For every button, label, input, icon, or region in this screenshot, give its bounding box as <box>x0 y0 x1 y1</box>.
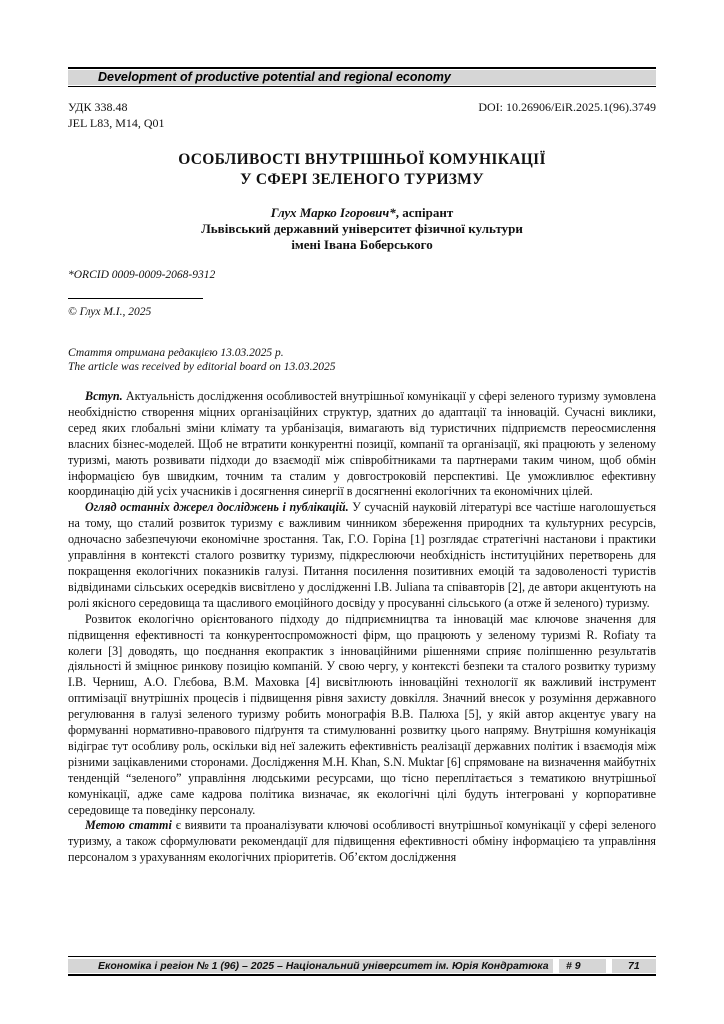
running-header: Development of productive potential and regional economy <box>98 70 451 84</box>
footer-issue-number: # 9 <box>566 960 581 972</box>
paragraph-text: Актуальність дослідження особливостей внутрішньої комунікації у сфері зеленого туризму зумовлена необхідністю створення міцних організаційних структур, здатних до адаптації та інновацій. Сучасні виклики, серед яких глобальні зміни клімату та урбанізація, вимагають від туристичних підприємств переосмислення власних бізнес-моделей. Щоб не втратити конкурентні позиції, компанії та організації, які працюють у зеленому туризмі, мають розвивати підходи до взаємодії між співробітниками та партнерами таким чином, щоб обмін інформацією був швидким, точним та сталим у довгостроковій перспективі. Це уможливлює ефективну координацію дій усіх учасників і досягнення синергії в досягненні екологічних та економічних цілей. <box>68 389 656 499</box>
article-title-line-2: У СФЕРІ ЗЕЛЕНОГО ТУРИЗМУ <box>240 171 484 188</box>
received-note-en: The article was received by editorial board on 13.03.2025 <box>68 361 336 373</box>
footer-separator <box>606 959 612 973</box>
footer-separator <box>553 959 559 973</box>
doi[interactable]: DOI: 10.26906/EiR.2025.1(96).3749 <box>478 100 656 114</box>
received-note-ua: Стаття отримана редакцією 13.03.2025 р. <box>68 347 284 359</box>
paragraph-aim <box>68 818 656 866</box>
orcid[interactable]: *ORCID 0009-0009-2068-9312 <box>68 269 216 281</box>
copyright-rule <box>68 298 203 299</box>
paragraph-development: Розвиток екологічно орієнтованого підходу до підприємництва та інновацій має ключове значення для підвищення ефективності та конкурентоспроможності фірм, що працюють у зеленому туризмі R. Rofiaty та колеги [3] доводять, що поєднання екопрактик з інноваційними рішеннями сприяє поліпшенню результатів діяльності й зміцнює ринкову позицію компаній. У свою чергу, у контексті безпеки та сталого розвитку туризму І.В. Черниш, А.О. Глєбова, В.М. Маховка [4] висвітлюють інноваційні технології як важливий інструмент оптимізації внутрішніх процесів і підвищення рівня захисту довкілля. Значний внесок у розуміння державного регулювання в галузі зеленого туризму робить монографія В.В. Палюха [5], у якій автор акцентує увагу на формуванні нормативно-правового підґрунтя та стимулюванні розвитку цього напряму. Внутрішня комунікація відіграє тут особливу роль, оскільки від неї залежить ефективність реалізації державних політик і взаємодія між різними зацікавленими сторонами. Дослідження M.H. Khan, S.N. Muktar [6] спрямоване на визначення майбутніх тенденцій “зеленого” управління людськими ресурсами, що тісно переплітається з тематикою внутрішньої комунікації, адже саме кадрова політика визначає, як екологічні цілі будуть інтегровані у корпоративне середовище та поведінку персоналу. <box>68 611 656 817</box>
footer-rule-bottom <box>68 974 656 976</box>
footer-journal: Економіка і регіон № 1 (96) – 2025 – Національний університет ім. Юрія Кондратюка <box>98 960 549 972</box>
paragraph-literature-review <box>68 500 656 611</box>
article-title <box>68 150 656 190</box>
section-lead-aim: Метою статті <box>85 818 172 833</box>
header-rule-top <box>68 67 656 69</box>
udc-code: УДК 338.48 <box>68 100 128 114</box>
classification-codes <box>68 99 165 131</box>
author-affiliation-line-2: імені Івана Боберського <box>291 237 433 252</box>
received-note <box>68 346 335 374</box>
paragraph-introduction <box>68 389 656 500</box>
jel-code: JEL L83, M14, Q01 <box>68 116 165 130</box>
article-title-line-1: ОСОБЛИВОСТІ ВНУТРІШНЬОЇ КОМУНІКАЦІЇ <box>178 151 546 168</box>
section-lead-introduction: Вступ. <box>85 389 123 403</box>
paragraph-text: У сучасній науковій літературі все частіше наголошується на тому, що сталий розвиток туризму є важливим чинником збереження природних та культурних ресурсів, одночасно забезпечуючи економічне зростання. Так, Г.О. Горіна [1] розглядає стратегічні настанови і практики управління в контексті сталого розвитку туризму, підкреслюючи необхідність інституційних перетворень для покращення екологічних показників галузі. Питання посилення позитивних емоцій та задоволеності туристів відвідинами сільських осередків висвітлено у дослідженні I.B. Juliana та співавторів [2], де автори акцентують на ролі якісного середовища та щасливого емоційного досвіду у просуванні сільського (а отже й зеленого) туризму. <box>68 500 657 610</box>
author-block <box>68 205 656 253</box>
page-number: 71 <box>628 960 640 972</box>
author-role: , аспірант <box>395 205 454 220</box>
author-name: Глух Марко Ігорович* <box>270 205 396 220</box>
author-affiliation-line-1: Львівський державний університет фізичної культури <box>201 221 523 236</box>
author-line <box>68 205 656 221</box>
section-lead-literature-review: Огляд останніх джерел досліджень і публікацій. <box>85 500 349 515</box>
paragraph-text: є виявити та проаналізувати ключові особливості внутрішньої комунікації у сфері зеленого туризму, а також сформулювати рекомендації для підвищення ефективності обміну інформацією та управління персоналом з урахуванням екологічних пріоритетів. Об’єктом дослідження <box>68 818 656 865</box>
article-body <box>68 389 656 866</box>
header-rule-bottom <box>68 86 656 87</box>
footer-rule-top <box>68 956 656 957</box>
copyright: © Глух М.І., 2025 <box>68 306 152 318</box>
